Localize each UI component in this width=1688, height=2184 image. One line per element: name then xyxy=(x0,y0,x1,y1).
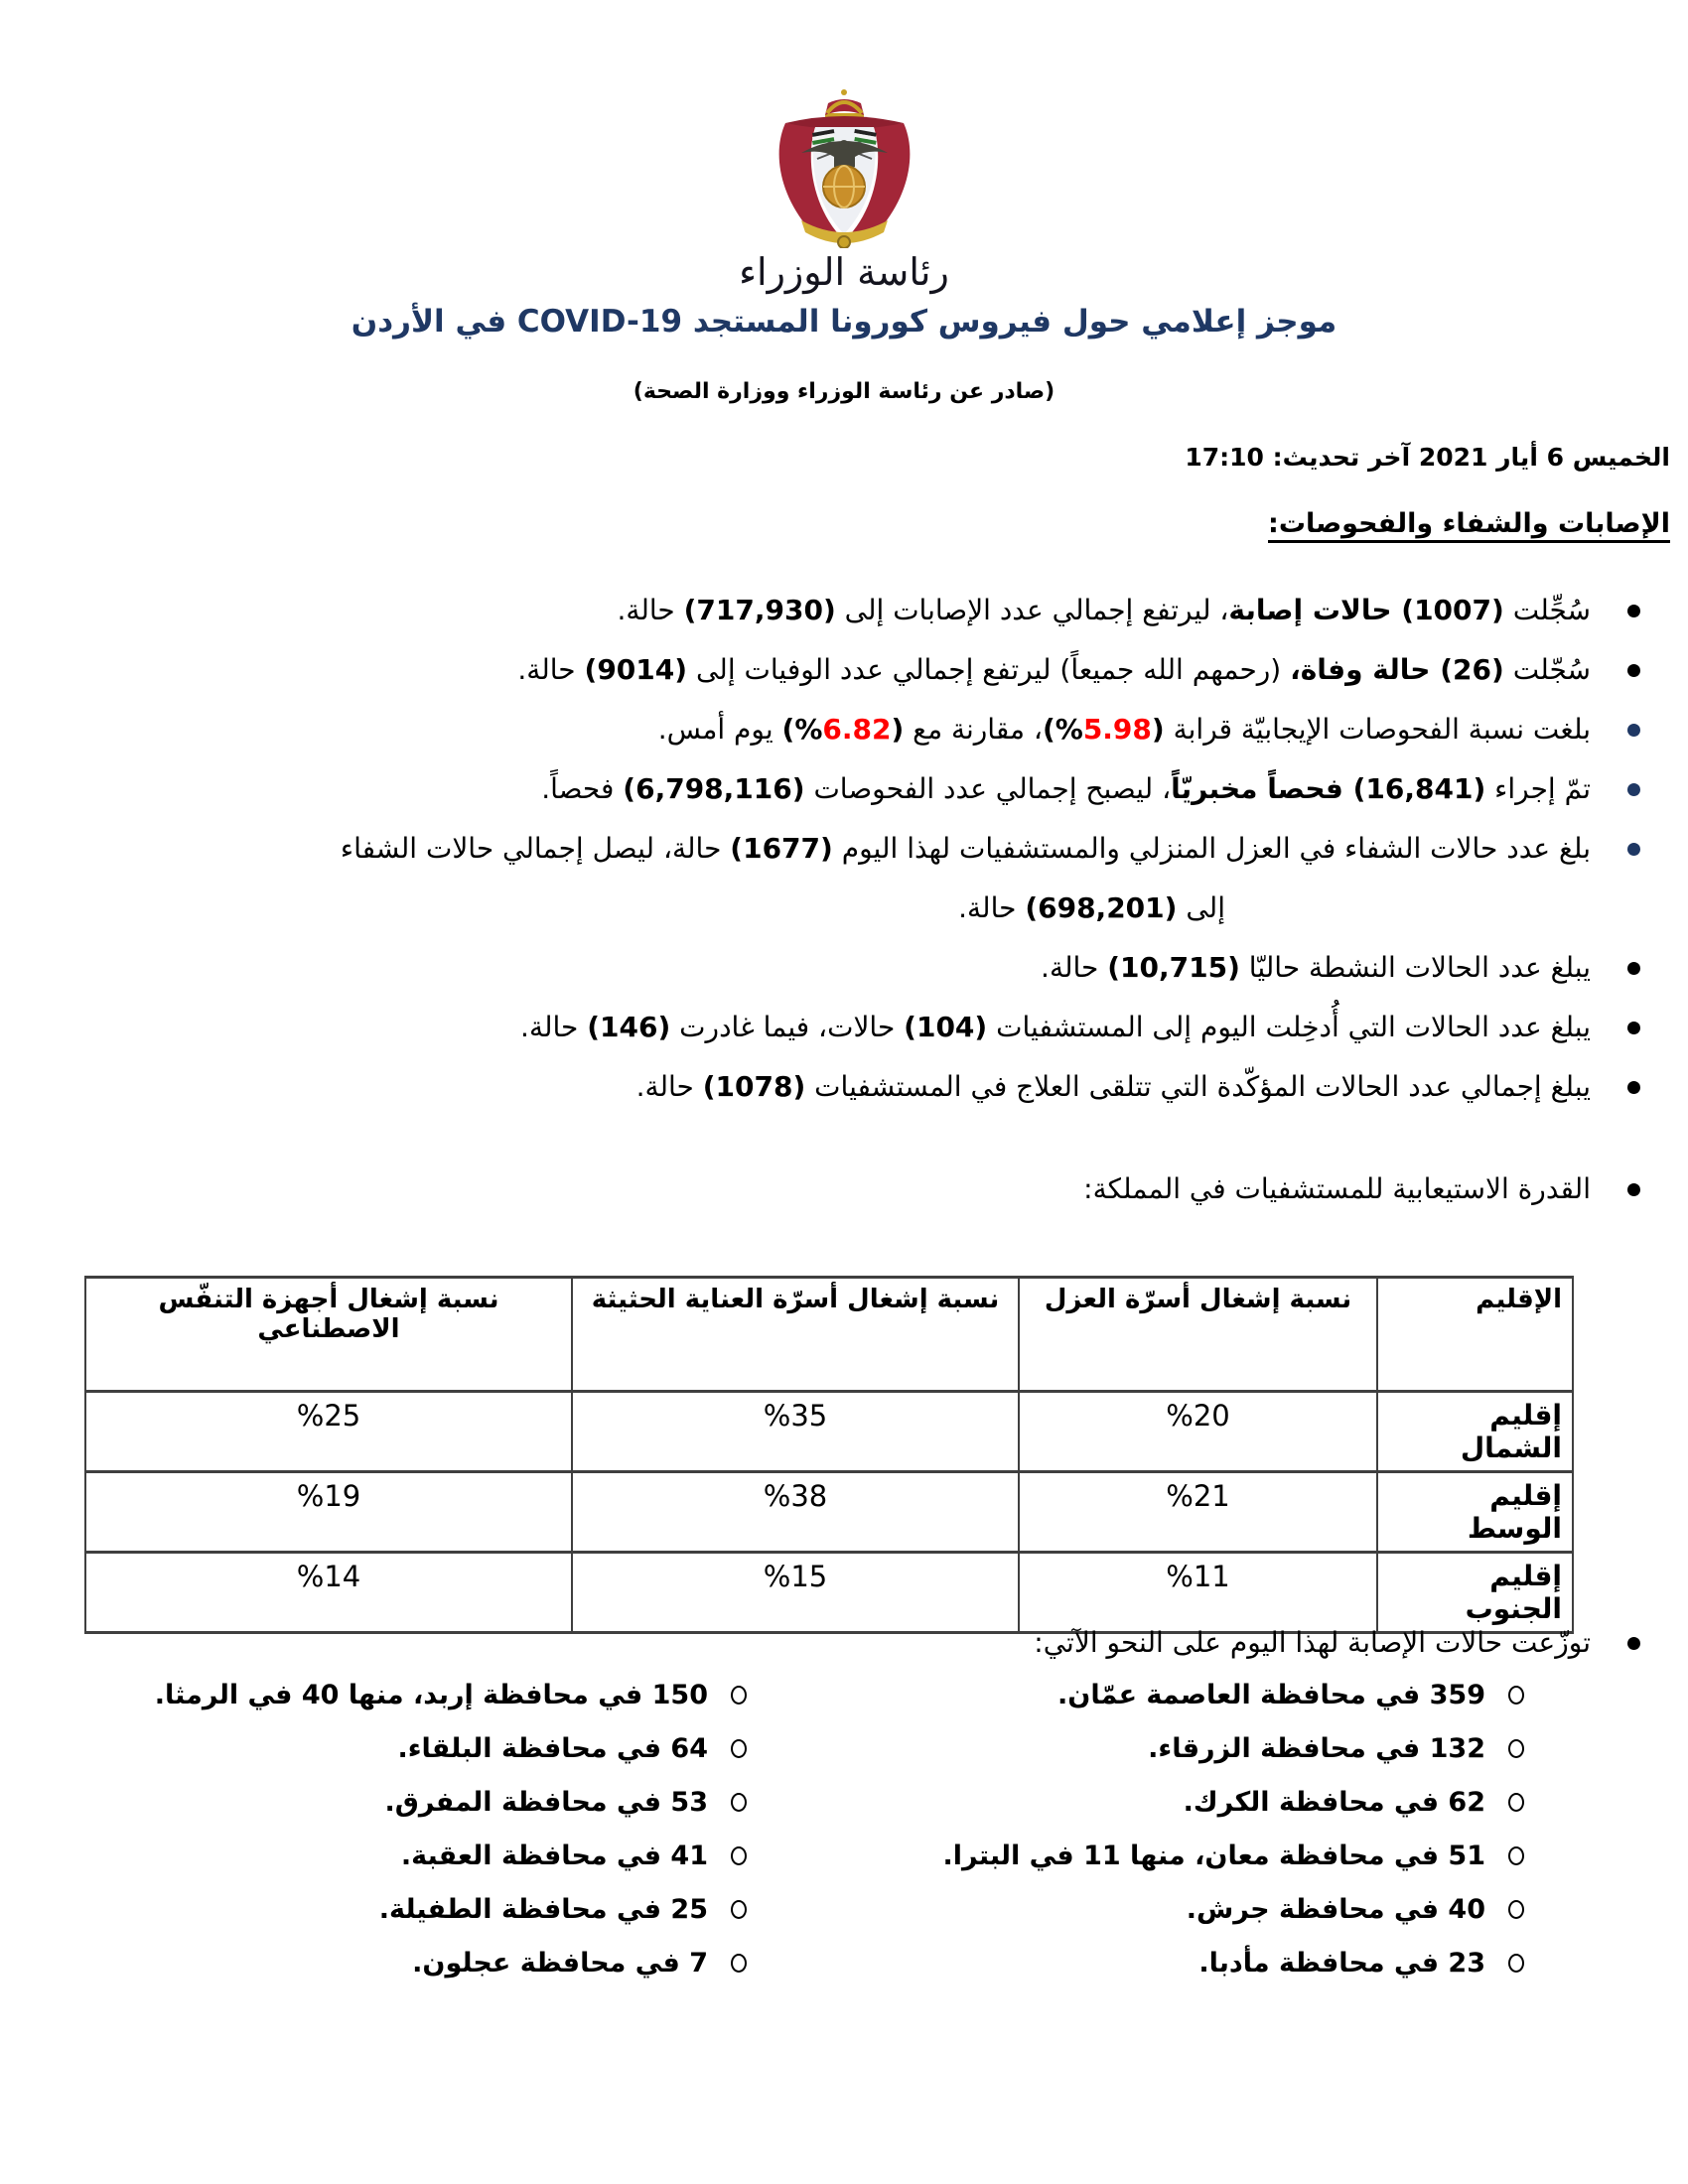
distribution-item xyxy=(774,1775,1529,1829)
distribution-text: 40 في محافظة جرش. xyxy=(1186,1893,1485,1925)
distribution-item xyxy=(0,1721,752,1775)
bullet-dot-icon xyxy=(1618,759,1648,819)
distribution-text: 25 في محافظة الطفيلة. xyxy=(378,1893,708,1925)
text-run: يبلغ إجمالي عدد الحالات المؤكّدة التي تتلقى العلاج في المستشفيات xyxy=(805,1070,1591,1103)
circle-bullet-icon xyxy=(1503,1846,1529,1865)
distribution-text: 23 في محافظة مأدبا. xyxy=(1198,1947,1485,1979)
bullet-text xyxy=(94,759,1591,819)
text-run: ، مقارنة مع xyxy=(904,713,1043,746)
text-run: حالة، ليصل إجمالي حالات الشفاء xyxy=(340,832,731,865)
document-header-logo xyxy=(0,87,1688,294)
text-run: (146) xyxy=(587,1011,671,1043)
value-cell-isolation xyxy=(1019,1472,1377,1553)
bullet-text xyxy=(94,700,1591,759)
bullet-text xyxy=(94,1057,1591,1117)
text-run: تمّ إجراء xyxy=(1485,772,1591,805)
distribution-item xyxy=(774,1882,1529,1936)
distribution-text: 150 في محافظة إربد، منها 40 في الرمثا. xyxy=(154,1679,708,1710)
text-run: (9014) xyxy=(584,653,688,686)
bullet-row xyxy=(94,998,1648,1057)
percent-value: %11 xyxy=(1166,1560,1230,1593)
distribution-item xyxy=(0,1829,752,1882)
text-run: (104) xyxy=(904,1011,988,1043)
date-line: الخميس 6 أيار 2021 آخر تحديث: 17:10 xyxy=(1185,443,1670,472)
text-run: (16,841) xyxy=(1352,772,1486,805)
value-cell-isolation xyxy=(1019,1392,1377,1472)
region-cell: إقليم الشمال xyxy=(1377,1392,1573,1472)
bullet-dot-icon xyxy=(1618,998,1648,1057)
text-run: يبلغ عدد الحالات النشطة حاليّا xyxy=(1239,951,1591,984)
percent-value: %20 xyxy=(1166,1399,1230,1433)
bullet-dot-icon xyxy=(1618,819,1648,879)
text-run: 6.82 xyxy=(822,713,892,746)
text-run: يبلغ عدد الحالات التي أُدخِلت اليوم إلى المستشفيات xyxy=(987,1011,1591,1043)
bullet-text xyxy=(94,879,1591,938)
percent-value: %35 xyxy=(763,1399,828,1433)
circle-bullet-icon xyxy=(1503,1954,1529,1973)
text-run xyxy=(782,713,905,746)
hospital-capacity-table xyxy=(84,1276,1574,1634)
text-run: (% xyxy=(1042,713,1083,746)
distribution-text: 64 في محافظة البلقاء. xyxy=(397,1732,708,1764)
circle-bullet-icon xyxy=(726,1846,752,1865)
table-header-cell-isolation: نسبة إشغال أسرّة العزل xyxy=(1019,1278,1377,1392)
circle-bullet-icon xyxy=(726,1954,752,1973)
page-subtitle: (صادر عن رئاسة الوزراء ووزارة الصحة) xyxy=(633,379,1055,404)
bullet-dot-icon xyxy=(1618,640,1648,700)
distribution-text: 359 في محافظة العاصمة عمّان. xyxy=(1057,1679,1485,1710)
bullet-dot-icon xyxy=(1618,700,1648,759)
text-run: (1677) xyxy=(730,832,833,865)
distribution-intro-row xyxy=(94,1613,1648,1673)
text-run: حالات إصابة xyxy=(1228,594,1402,626)
text-run: (رحمهم الله جميعاً) ليرتفع إجمالي عدد الوفيات إلى xyxy=(687,653,1291,686)
text-run: (% xyxy=(781,713,823,746)
text-run: 5.98 xyxy=(1082,713,1152,746)
circle-bullet-icon xyxy=(1503,1739,1529,1758)
percent-value: %21 xyxy=(1166,1479,1230,1513)
text-run: حالة وفاة، xyxy=(1290,653,1441,686)
text-run: حالة. xyxy=(520,1011,588,1043)
text-run: (717,930) xyxy=(683,594,836,626)
text-run: ، ليصبح إجمالي عدد الفحوصات xyxy=(804,772,1172,805)
distribution-text: 41 في محافظة العقبة. xyxy=(400,1840,708,1871)
text-run: فحصاً مخبريّاً xyxy=(1171,772,1353,805)
table-row xyxy=(85,1472,1573,1553)
distribution-text: 62 في محافظة الكرك. xyxy=(1183,1786,1485,1818)
bullet-text xyxy=(94,938,1591,998)
text-run: بلغ عدد حالات الشفاء في العزل المنزلي والمستشفيات لهذا اليوم xyxy=(832,832,1591,865)
section-heading: الإصابات والشفاء والفحوصات: xyxy=(1268,508,1670,539)
table-header-cell-region: الإقليم xyxy=(1377,1278,1573,1392)
bullet-row xyxy=(94,581,1648,640)
value-cell-icu xyxy=(572,1472,1019,1553)
bullet-row xyxy=(94,640,1648,700)
text-run: (698,201) xyxy=(1025,891,1178,924)
page-title: موجز إعلامي حول فيروس كورونا المستجد COVID-19 في الأردن xyxy=(351,304,1337,340)
bullet-dot-icon xyxy=(1618,581,1648,640)
statistics-bullet-list xyxy=(94,581,1648,1117)
text-run: ) xyxy=(1151,713,1165,746)
text-run: ، ليرتفع إجمالي عدد الإصابات إلى xyxy=(835,594,1229,626)
capacity-intro-row xyxy=(94,1160,1648,1219)
percent-value: %38 xyxy=(763,1479,828,1513)
text-run xyxy=(1043,713,1165,746)
table-header-cell-ventilators: نسبة إشغال أجهزة التنفّس الاصطناعي xyxy=(85,1278,572,1392)
distribution-text: 7 في محافظة عجلون. xyxy=(412,1947,708,1979)
text-run: (10,715) xyxy=(1107,951,1240,984)
bullet-text xyxy=(94,581,1591,640)
bullet-dot-icon xyxy=(1618,1613,1648,1673)
bullet-row xyxy=(94,700,1648,759)
text-run: (26) xyxy=(1440,653,1504,686)
logo-caption: رئاسة الوزراء xyxy=(739,250,949,294)
text-run: يوم أمس. xyxy=(657,713,782,746)
text-run: حالة. xyxy=(617,594,684,626)
circle-bullet-icon xyxy=(1503,1793,1529,1812)
text-run: (6,798,116) xyxy=(623,772,805,805)
circle-bullet-icon xyxy=(726,1686,752,1705)
text-run: سُجّلت xyxy=(1503,653,1591,686)
distribution-right-column xyxy=(774,1668,1529,1989)
circle-bullet-icon xyxy=(1503,1900,1529,1919)
distribution-item xyxy=(774,1668,1529,1721)
text-run: سُجِّلت xyxy=(1503,594,1591,626)
percent-value: %19 xyxy=(296,1479,361,1513)
distribution-item xyxy=(774,1829,1529,1882)
distribution-text: 53 في محافظة المفرق. xyxy=(384,1786,708,1818)
bullet-row xyxy=(94,938,1648,998)
bullet-dot-icon xyxy=(1618,879,1648,938)
bullet-text xyxy=(94,998,1591,1057)
jordan-coat-of-arms-icon xyxy=(758,87,931,248)
value-cell-icu xyxy=(572,1392,1019,1472)
bullet-text xyxy=(94,819,1591,879)
text-run: فحصاً. xyxy=(541,772,624,805)
value-cell-ventilators xyxy=(85,1472,572,1553)
text-run: ) xyxy=(891,713,905,746)
text-run: إلى xyxy=(1177,891,1225,924)
text-run: (1007) xyxy=(1401,594,1504,626)
bullet-continuation-row xyxy=(94,879,1648,938)
distribution-item xyxy=(0,1882,752,1936)
text-run: حالة. xyxy=(1041,951,1108,984)
bullet-text xyxy=(94,640,1591,700)
table-header-cell-icu: نسبة إشغال أسرّة العناية الحثيثة xyxy=(572,1278,1019,1392)
distribution-left-column xyxy=(0,1668,752,1989)
distribution-item xyxy=(0,1668,752,1721)
value-cell-ventilators xyxy=(85,1392,572,1472)
circle-bullet-icon xyxy=(726,1900,752,1919)
percent-value: %25 xyxy=(296,1399,361,1433)
distribution-intro-text: توزّعت حالات الإصابة لهذا اليوم على النحو الآتي: xyxy=(1034,1626,1591,1659)
bullet-dot-icon xyxy=(1618,938,1648,998)
bullet-row xyxy=(94,759,1648,819)
circle-bullet-icon xyxy=(1503,1686,1529,1705)
region-cell: إقليم الوسط xyxy=(1377,1472,1573,1553)
distribution-text: 51 في محافظة معان، منها 11 في البترا. xyxy=(942,1840,1485,1871)
text-run: حالات، فيما غادرت xyxy=(670,1011,905,1043)
text-run: حالة. xyxy=(958,891,1026,924)
bullet-dot-icon xyxy=(1618,1057,1648,1117)
text-run: حالة. xyxy=(517,653,585,686)
distribution-item xyxy=(0,1775,752,1829)
circle-bullet-icon xyxy=(726,1739,752,1758)
text-run: بلغت نسبة الفحوصات الإيجابيّة قرابة xyxy=(1164,713,1591,746)
distribution-item xyxy=(774,1936,1529,1989)
distribution-item xyxy=(0,1936,752,1989)
percent-value: %15 xyxy=(763,1560,828,1593)
region-cell: إقليم الجنوب xyxy=(1377,1553,1573,1633)
table-row xyxy=(85,1392,1573,1472)
table-header-row xyxy=(85,1278,1573,1392)
distribution-item xyxy=(774,1721,1529,1775)
bullet-row xyxy=(94,1057,1648,1117)
bullet-dot-icon xyxy=(1618,1160,1648,1219)
capacity-intro-text: القدرة الاستيعابية للمستشفيات في المملكة: xyxy=(1083,1172,1591,1205)
percent-value: %14 xyxy=(296,1560,361,1593)
circle-bullet-icon xyxy=(726,1793,752,1812)
text-run: حالة. xyxy=(635,1070,703,1103)
distribution-text: 132 في محافظة الزرقاء. xyxy=(1148,1732,1485,1764)
bullet-row xyxy=(94,819,1648,879)
text-run: (1078) xyxy=(702,1070,806,1103)
